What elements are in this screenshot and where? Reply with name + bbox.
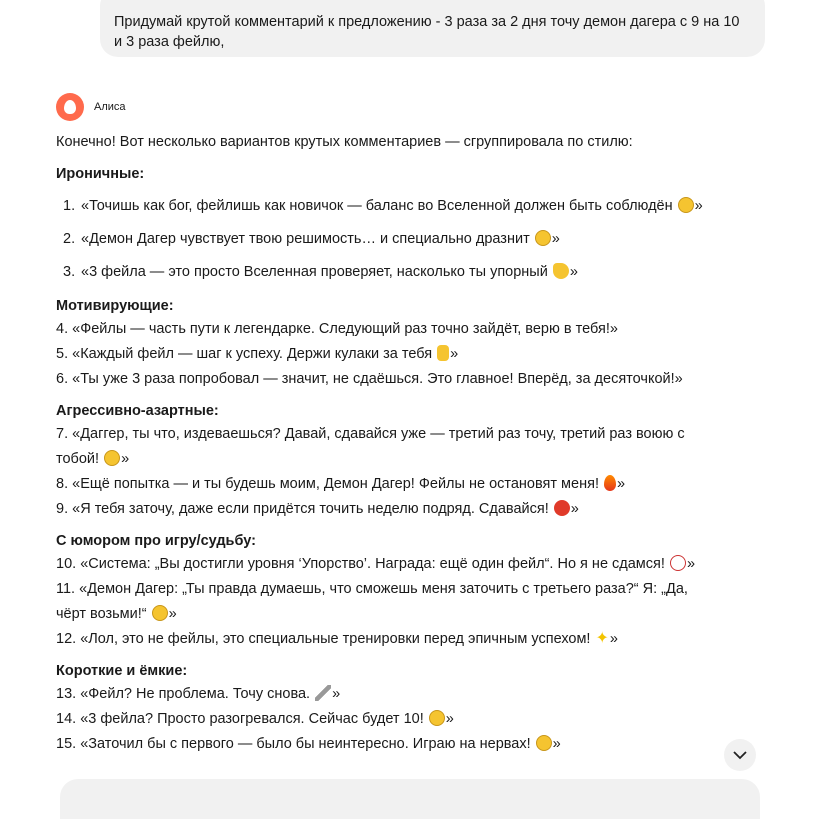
devil-face-icon <box>554 500 570 516</box>
user-message-text: Придумай крутой комментарий к предложению - 3 раза за 2 дня точу демон дагера с 9 на 10 и 3 раза фейлю, <box>114 14 740 50</box>
list-item: 14. «3 фейла? Просто разогревался. Сейчас будет 10! » <box>56 711 454 727</box>
list-item: 2. «Демон Дагер чувствует твою решимость… и специально дразнит » <box>63 231 560 247</box>
list-item: 4. «Фейлы — часть пути к легендарке. Следующий раз точно зайдёт, верю в тебя!» <box>56 321 618 337</box>
list-item: 8. «Ещё попытка — и ты будешь моим, Демон Дагер! Фейлы не остановят меня! » <box>56 476 626 492</box>
fire-icon <box>604 475 616 491</box>
list-item: 13. «Фейл? Не проблема. Точу снова. » <box>56 686 341 702</box>
list-item: 6. «Ты уже 3 раза попробовал — значит, не сдаёшься. Это главное! Вперёд, за десяточкой!» <box>56 371 683 387</box>
comment-list <box>56 195 716 283</box>
smirking-face-icon <box>536 735 552 751</box>
scroll-down-button[interactable] <box>724 739 756 771</box>
section-short <box>56 660 716 757</box>
section-aggressive <box>56 400 716 522</box>
list-item: 12. «Лол, это не фейлы, это специальные тренировки перед эпичным успехом! ✦» <box>56 630 618 647</box>
section-title: Агрессивно-азартные: <box>56 403 219 419</box>
section-title: Ироничные: <box>56 166 145 182</box>
section-ironic <box>56 163 716 283</box>
sunglasses-face-icon <box>429 710 445 726</box>
assistant-name: Алиса <box>94 101 126 113</box>
section-title: Мотивирующие: <box>56 298 174 314</box>
chevron-down-icon <box>733 751 747 760</box>
assistant-message <box>56 131 716 765</box>
grinning-sweat-icon <box>152 605 168 621</box>
section-humor <box>56 530 716 652</box>
section-title: С юмором про игру/судьбу: <box>56 533 256 549</box>
section-motivating <box>56 295 716 392</box>
flexed-biceps-icon <box>553 263 569 279</box>
list-item: 3. «3 фейла — это просто Вселенная проверяет, насколько ты упорный » <box>63 264 578 280</box>
list-item: 11. «Демон Дагер: „Ты правда думаешь, что сможешь меня заточить с третьего раза?“ Я: „Да, чёрт возьми!“ » <box>56 581 688 622</box>
alice-logo-icon <box>56 93 84 121</box>
dagger-icon <box>315 685 331 701</box>
clown-face-icon <box>670 555 686 571</box>
list-item: 15. «Заточил бы с первого — было бы неинтересно. Играю на нервах! » <box>56 736 561 752</box>
list-item: 10. «Система: „Вы достигли уровня ‘Упорство’. Награда: ещё один фейл“. Но я не сдамся! » <box>56 556 696 572</box>
sparkles-icon: ✦ <box>595 630 609 647</box>
assistant-header <box>56 93 126 121</box>
list-item: 5. «Каждый фейл — шаг к успеху. Держи кулаки за тебя » <box>56 346 459 362</box>
tears-of-joy-icon <box>535 230 551 246</box>
user-message-bubble <box>100 0 765 57</box>
section-title: Короткие и ёмкие: <box>56 663 188 679</box>
list-item: 7. «Даггер, ты что, издеваешься? Давай, сдавайся уже — третий раз точу, третий раз воюю с тобой! » <box>56 426 685 467</box>
angry-face-icon <box>104 450 120 466</box>
assistant-intro: Конечно! Вот несколько вариантов крутых комментариев — сгруппировала по стилю: <box>56 134 633 150</box>
list-item: 1. «Точишь как бог, фейлишь как новичок — баланс во Вселенной должен быть соблюдён » <box>63 198 703 214</box>
message-input-area[interactable] <box>60 779 760 819</box>
fist-icon <box>437 345 449 361</box>
grinning-sweat-icon <box>678 197 694 213</box>
list-item: 9. «Я тебя заточу, даже если придётся точить неделю подряд. Сдавайся! » <box>56 501 579 517</box>
